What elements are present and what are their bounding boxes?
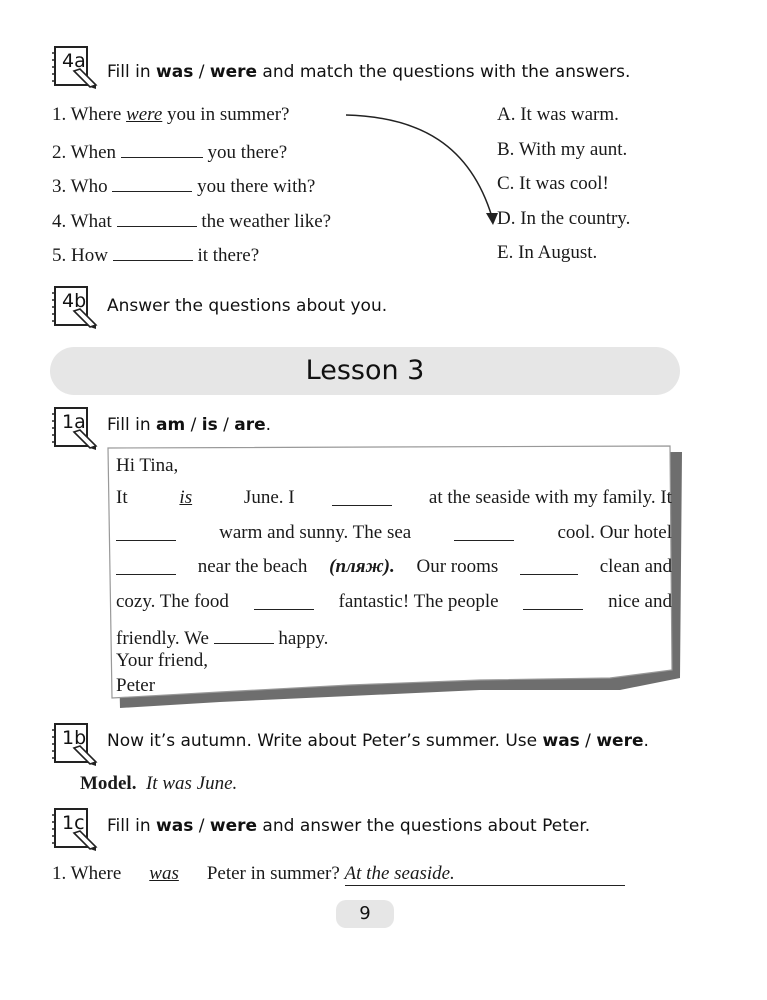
exercise-badge-4b: 4b — [62, 290, 87, 312]
page-number-badge — [336, 900, 394, 928]
answer-option-e: E. In August. — [497, 242, 598, 263]
exercise-4b-instruction: Answer the questions about you. — [107, 296, 388, 316]
model-example: Model. It was June. — [80, 773, 238, 794]
answer-blank[interactable] — [523, 591, 583, 610]
answer-blank[interactable] — [113, 242, 193, 261]
letter-line-5: friendly. We happy. — [116, 625, 328, 650]
answer-blank[interactable] — [117, 208, 197, 227]
answer-blank[interactable] — [116, 522, 176, 541]
answer-blank[interactable] — [214, 625, 274, 644]
question-2: 2. When you there? — [52, 139, 287, 164]
exercise-1b-instruction: Now it’s autumn. Write about Peter’s summer. Use was / were. — [107, 731, 649, 751]
answer-blank[interactable] — [116, 556, 176, 575]
letter-line-3: near the beach (пляж). Our rooms clean and — [116, 556, 672, 578]
answer-blank[interactable] — [254, 591, 314, 610]
exercise-badge-4a: 4a — [62, 50, 86, 72]
answer-blank[interactable] — [520, 556, 578, 575]
answer-option-d: D. In the country. — [497, 208, 631, 229]
answer-line[interactable]: At the seaside. — [345, 863, 625, 886]
answer-word: is — [179, 487, 193, 508]
answer-blank[interactable] — [121, 139, 203, 158]
answer-option-b: B. With my aunt. — [497, 139, 628, 160]
letter-line-1: It is June. I at the seaside with my family. It — [116, 487, 672, 508]
exercise-badge-1b: 1b — [62, 727, 87, 749]
question-3: 3. Who you there with? — [52, 173, 315, 198]
letter-line-2: warm and sunny. The sea cool. Our hotel — [116, 522, 672, 544]
lesson-title: Lesson 3 — [305, 355, 425, 386]
answer-option-c: C. It was cool! — [497, 173, 609, 194]
letter-greeting: Hi Tina, — [116, 455, 179, 476]
answer-option-a: A. It was warm. — [497, 104, 619, 125]
letter-signature: Peter — [116, 675, 156, 696]
question-4: 4. What the weather like? — [52, 208, 331, 233]
answer-blank[interactable] — [112, 173, 192, 192]
lesson-header — [50, 347, 680, 395]
exercise-1c-instruction: Fill in was / were and answer the questions about Peter. — [107, 816, 591, 836]
answer-word: were — [126, 104, 163, 125]
letter-line-4: cozy. The food fantastic! The people nice and — [116, 591, 672, 612]
letter-closing: Your friend, — [116, 650, 209, 671]
match-arrow — [340, 105, 505, 235]
exercise-4a-instruction: Fill in was / were and match the questions with the answers. — [107, 62, 631, 82]
answer-blank[interactable] — [454, 522, 514, 541]
answer-word: was — [149, 863, 179, 884]
exercise-1a-instruction: Fill in am / is / are. — [107, 415, 272, 435]
exercise-badge-1a: 1a — [62, 411, 86, 433]
answer-blank[interactable] — [332, 487, 392, 506]
exercise-badge-1c: 1c — [62, 812, 85, 834]
page-number: 9 — [359, 903, 371, 924]
question-5: 5. How it there? — [52, 242, 259, 267]
question-1c-1: 1. Where was Peter in summer? At the seaside. — [52, 863, 625, 886]
question-1: 1. Where were you in summer? — [52, 104, 290, 125]
